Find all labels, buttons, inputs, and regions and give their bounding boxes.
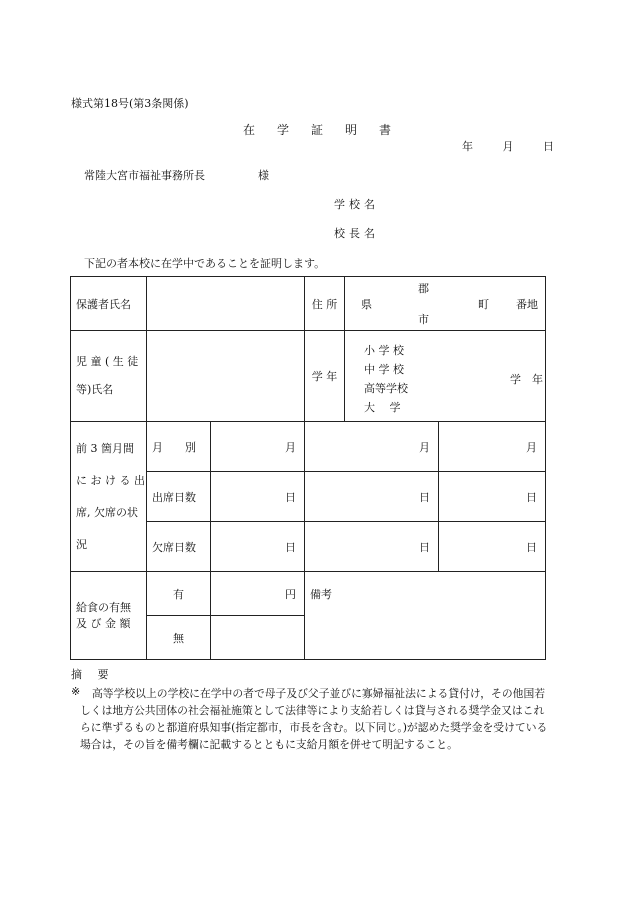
absent-days-2-field[interactable]: 日 bbox=[305, 522, 439, 572]
notes-heading: 摘 要 bbox=[71, 668, 115, 681]
absent-days-3-field[interactable]: 日 bbox=[439, 522, 546, 572]
meal-yes-row bbox=[71, 572, 546, 616]
notes-mark: ※ bbox=[71, 685, 81, 698]
month-1-field[interactable]: 月 bbox=[211, 422, 305, 472]
school-type-elementary: 小 学 校 bbox=[364, 344, 404, 357]
date-month: 月 bbox=[502, 140, 514, 153]
guardian-row bbox=[71, 277, 546, 331]
grade-label: 学 年 bbox=[305, 331, 345, 422]
school-type-high-school: 高等学校 bbox=[364, 382, 408, 395]
school-type-university: 大 学 bbox=[364, 401, 401, 414]
child-row bbox=[71, 331, 546, 422]
address-field[interactable] bbox=[345, 277, 546, 331]
meal-amount-field[interactable]: 円 bbox=[211, 572, 305, 616]
addressee: 常陸大宮市福祉事務所長 bbox=[84, 169, 205, 182]
addr-gun: 郡 bbox=[418, 282, 429, 295]
present-days-3-field[interactable]: 日 bbox=[439, 472, 546, 522]
present-days-2-field[interactable]: 日 bbox=[305, 472, 439, 522]
address-label: 住 所 bbox=[305, 277, 345, 331]
attendance-label: 前 3 箇月間 に お け る 出 席, 欠席の状 況 bbox=[71, 422, 147, 572]
remarks-field[interactable] bbox=[305, 572, 546, 660]
addr-prefecture: 県 bbox=[361, 298, 372, 311]
addr-machi: 町 bbox=[478, 298, 489, 311]
present-days-label: 出席日数 bbox=[147, 472, 211, 522]
document-title: 在学証明書 bbox=[243, 123, 414, 137]
addr-shi: 市 bbox=[418, 313, 429, 326]
absent-days-label: 欠席日数 bbox=[147, 522, 211, 572]
addr-banchi: 番地 bbox=[516, 298, 538, 311]
notes-body: 高等学校以上の学校に在学中の者で母子及び父子並びに寡婦福祉法による貸付け，その他国若しくは地方公共団体の社会福祉施策として法律等により支給若しくは貸与される奨学金又はこれらに準ずるものと都道府県知事(指定都市，市長を含む。以下同じ。)が認めた奨学金を受けている場合は，その旨を備考欄に記載するとともに支給月額を併せて明記すること。 bbox=[80, 687, 548, 751]
child-name-field[interactable] bbox=[147, 331, 305, 422]
date-fields bbox=[462, 141, 580, 152]
principal-name-label: 校長名 bbox=[334, 227, 379, 240]
meal-label: 給食の有無 及 び 金 額 bbox=[71, 572, 147, 660]
guardian-label: 保護者氏名 bbox=[71, 277, 147, 331]
form-id: 様式第18号(第3条関係) bbox=[71, 97, 189, 110]
certification-statement: 下記の者本校に在学中であることを証明します。 bbox=[84, 257, 326, 270]
certificate-table bbox=[70, 276, 546, 660]
month-2-field[interactable]: 月 bbox=[305, 422, 439, 472]
guardian-name-field[interactable] bbox=[147, 277, 305, 331]
month-3-field[interactable]: 月 bbox=[439, 422, 546, 472]
meal-yes-label: 有 bbox=[147, 572, 211, 616]
date-day: 日 bbox=[543, 140, 554, 153]
present-days-1-field[interactable]: 日 bbox=[211, 472, 305, 522]
date-year: 年 bbox=[462, 140, 473, 153]
school-type-junior-high: 中 学 校 bbox=[364, 363, 404, 376]
absent-days-1-field[interactable]: 日 bbox=[211, 522, 305, 572]
month-label: 月 別 bbox=[147, 422, 211, 472]
grade-unit: 学 年 bbox=[510, 373, 543, 386]
honorific: 様 bbox=[258, 169, 269, 182]
meal-no-field[interactable] bbox=[211, 616, 305, 660]
remarks-label: 備考 bbox=[310, 588, 332, 601]
grade-field[interactable] bbox=[345, 331, 546, 422]
school-name-label: 学校名 bbox=[334, 198, 379, 211]
attendance-month-row bbox=[71, 422, 546, 472]
child-label: 児 童 ( 生 徒 等)氏名 bbox=[71, 331, 147, 422]
meal-no-label: 無 bbox=[147, 616, 211, 660]
